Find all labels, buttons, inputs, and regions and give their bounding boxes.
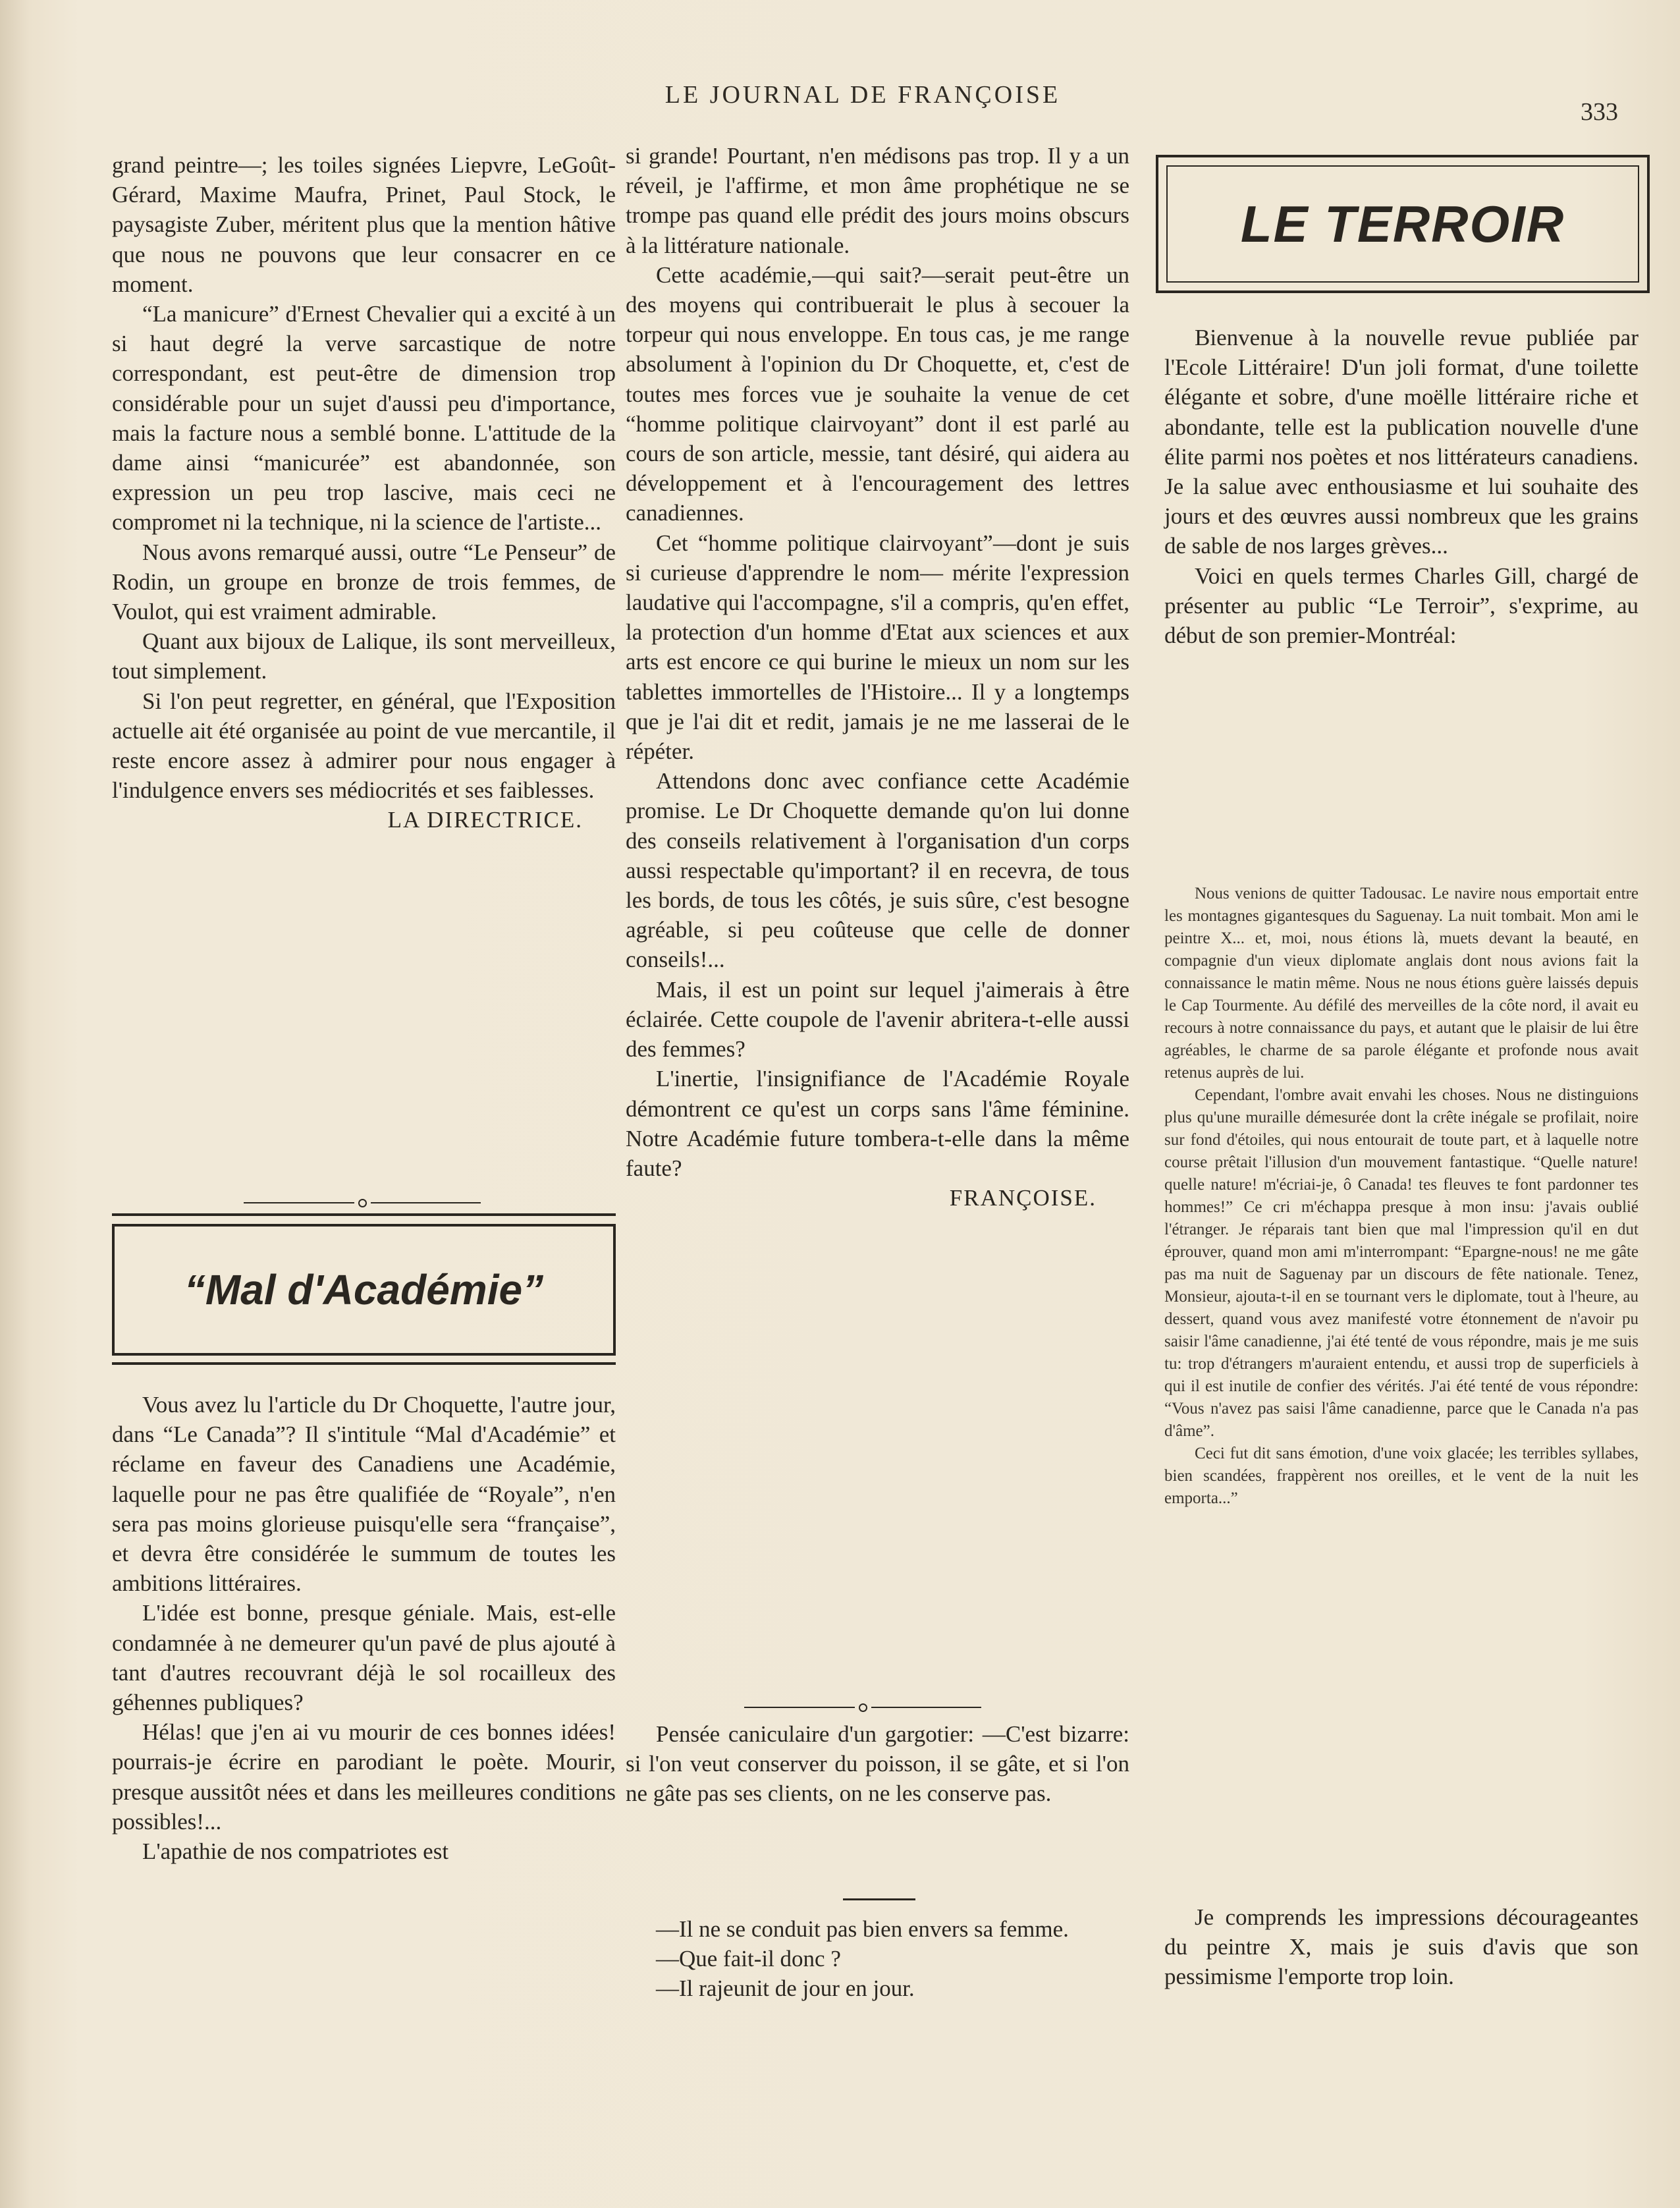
paragraph: Cette académie,—qui sait?—serait peut-être un des moyens qui contribuerait le plus à secouer la torpeur qui nous enveloppe. En tous cas, je me range absolument à l'opinion du Dr Choquette, et, c'est de toutes mes forces vue je souhaite la venue de cet “homme politique clairvoyant” dont il est parlé au cours de son article, messie, tant désiré, qui aidera au développement et à l'encouragement des lettres canadiennes. [626, 262, 1129, 526]
paragraph: —Il ne se conduit pas bien envers sa femme. [656, 1916, 1069, 1942]
quote-paragraph: Cependant, l'ombre avait envahi les choses. Nous ne distinguions plus qu'une muraille démesurée dont la crête inégale se profilait, noire sur fond d'étoiles, qui nous entourait de toute part, et à laquelle notre course prêtait l'illusion d'un mouvement fantastique. “Quelle nature! quelle nature! m'écriai-je, ô Canada! tes fleuves te font pardonner tes hommes!” Ce cri m'échappa presque à mon insu: j'avais oublié l'étranger. Je réparais tant bien que mal l'impression qu'il en dut éprouver, quand mon ami m'interrompant: “Epargne-nous! ne me gâte pas ma nuit de Saguenay par un discours de fête nationale. Tenez, Monsieur, ajouta-t-il en se tournant vers le diplomate, tout à l'heure, au dessert, quand vous avez manifesté votre étonnement de n'avoir pu saisir l'âme canadienne, j'ai été tenté de vous répondre, mais je me suis tu: trop d'étrangers m'auraient entendu, et aussi trop de superficiels à qui il est inutile de confier des vérités. J'ai été tenté de vous répondre: “Vous n'avez pas saisi l'âme canadienne, parce que le Canada n'a pas d'âme”. [1164, 1086, 1639, 1440]
ornament-divider [244, 1198, 481, 1208]
rule [112, 1362, 616, 1365]
paragraph: Attendons donc avec confiance cette Académie promise. Le Dr Choquette demande qu'on lui donne des conseils relativement à l'organisation d'un corps aussi respectable qu'important? il en recevra, de tous les bords, de tous les côtés, je suis sûre, c'est besogne agréable, si peu coûteuse que celle de donner conseils!... [626, 768, 1129, 973]
quote-paragraph: Ceci fut dit sans émotion, d'une voix glacée; les terribles syllabes, bien scandées, frappèrent nos oreilles, et le vent de la nuit les emporta...” [1164, 1445, 1639, 1507]
rule [112, 1213, 616, 1216]
column-2 [626, 141, 1129, 1213]
paragraph: Bienvenue à la nouvelle revue publiée par l'Ecole Littéraire! D'un joli format, d'une toilette élégante et sobre, d'une moëlle littéraire riche et abondante, telle est la publication nouvelle d'une élite parmi nos poètes et nos littérateurs canadiens. Je la salue avec enthousiasme et lui souhaite des jours et des œuvres aussi nombreux que les grains de sable de nos larges grèves... [1164, 325, 1639, 559]
column-3 [1164, 323, 1639, 650]
section-title: LE TERROIR [1240, 194, 1565, 253]
paragraph: Cet “homme politique clairvoyant”—dont je suis si curieuse d'apprendre le nom— mérite l'expression laudative qui l'accompagne, s'il a compris, qu'en effet, la protection d'un homme d'Etat aux sciences et aux arts est encore ce qui burine le mieux un nom sur les tablettes immortelles de l'Histoire... Il y a longtemps que je l'ai dit et redit, jamais je ne me lasserai de le répéter. [626, 530, 1129, 765]
paragraph: Pensée caniculaire d'un gargotier: —C'est bizarre: si l'on veut conserver du poisson, il se gâte, et si l'on ne gâte pas ses clients, on ne les conserve pas. [626, 1721, 1129, 1807]
column-1 [112, 150, 616, 835]
column-2-lower [626, 1719, 1129, 1809]
quote-paragraph: Nous venions de quitter Tadousac. Le navire nous emportait entre les montagnes gigantesques du Saguenay. La nuit tombait. Mon ami le peintre X... et, moi, nous étions là, muets devant la beauté, en compagnie d'un vieux diplomate anglais dont nous avions fait la connaissance le matin même. Nous ne nous étions guère laissés depuis le Cap Tourmente. Au défilé des merveilles de la côte nord, il avait eu recours à notre connaissance du pays, et autant que le plaisir de lui être agréables, le charme de sa parole élégante et profonde nous avait retenus auprès de lui. [1164, 885, 1639, 1082]
paragraph: —Que fait-il donc ? [656, 1946, 841, 1972]
paragraph: L'inertie, l'insignifiance de l'Académie Royale démontrent ce qu'est un corps sans l'âme féminine. Notre Académie future tombera-t-elle dans la même faute? [626, 1066, 1129, 1181]
page-number: 333 [1581, 98, 1618, 126]
paragraph: Si l'on peut regretter, en général, que l'Exposition actuelle ait été organisée au point de vue mercantile, il reste encore assez à admirer pour nous engager à l'indulgence envers ses médiocrités et ses faiblesses. [112, 688, 616, 804]
paragraph: L'apathie de nos compatriotes est [142, 1838, 449, 1865]
paragraph: Je comprends les impressions décourageantes du peintre X, mais je suis d'avis que son pessimisme l'emporte trop loin. [1164, 1904, 1639, 1990]
paragraph: Hélas! que j'en ai vu mourir de ces bonnes idées! pourrais-je écrire en parodiant le poète. Mourir, presque aussitôt nées et dans les meilleures conditions possibles!... [112, 1719, 616, 1835]
column-2-jokes [626, 1914, 1129, 2004]
paragraph: Nous avons remarqué aussi, outre “Le Penseur” de Rodin, un groupe en bronze de trois femmes, de Voulot, qui est vraiment admirable. [112, 539, 616, 625]
section-title: “Mal d'Académie” [184, 1266, 544, 1313]
paragraph: Vous avez lu l'article du Dr Choquette, l'autre jour, dans “Le Canada”? Il s'intitule “Mal d'Académie” et réclame en faveur des Canadiens une Académie, laquelle pour ne pas être qualifiée de “Royale”, n'en sera pas moins glorieuse puisqu'elle sera “française”, et devra être considérée le summum de toutes les ambitions littéraires. [112, 1392, 616, 1597]
paragraph: grand peintre—; les toiles signées Liepvre, LeGoût-Gérard, Maxime Maufra, Prinet, Paul Stock, le paysagiste Zuber, méritent plus que la mention hâtive que nous ne pouvons que leur consacrer en ce moment. [112, 152, 616, 297]
paragraph: “La manicure” d'Ernest Chevalier qui a excité à un si haut degré la verve sarcastique de notre correspondant, est peut-être de dimension trop considérable pour un sujet d'aussi peu d'importance, mais la facture nous a semblé bonne. L'attitude de la dame ainsi “manicurée” est abandonnée, son expression un peu trop lascive, mais ceci ne compromet ni la technique, ni la science de l'artiste... [112, 301, 616, 536]
paragraph: —Il rajeunit de jour en jour. [656, 1975, 915, 2002]
signature-francoise: FRANÇOISE. [949, 1185, 1097, 1211]
paragraph: Mais, il est un point sur lequel j'aimerais à être éclairée. Cette coupole de l'avenir abritera-t-elle aussi des femmes? [626, 976, 1129, 1063]
ornament-divider [744, 1702, 981, 1713]
paragraph: si grande! Pourtant, n'en médisons pas trop. Il y a un réveil, je l'affirme, et mon âme prophétique ne se trompe pas quand elle prédit des jours moins obscurs à la littérature nationale. [626, 143, 1129, 258]
running-header: LE JOURNAL DE FRANÇOISE [664, 81, 1061, 109]
column-3-quote [1164, 883, 1639, 1510]
column-3-conclusion [1164, 1902, 1639, 1992]
paragraph: Voici en quels termes Charles Gill, chargé de présenter au public “Le Terroir”, s'exprime, au début de son premier-Montréal: [1164, 563, 1639, 649]
section-box-terroir [1156, 155, 1650, 293]
short-rule [843, 1898, 915, 1900]
section-box-mal-academie [112, 1224, 616, 1356]
column-1-lower [112, 1390, 616, 1866]
signature-directrice: LA DIRECTRICE. [387, 807, 583, 833]
paragraph: L'idée est bonne, presque géniale. Mais, est-elle condamnée à ne demeurer qu'un pavé de plus ajouté à tant d'autres recouvrant déjà le sol rocailleux des géhennes publiques? [112, 1600, 616, 1716]
paragraph: Quant aux bijoux de Lalique, ils sont merveilleux, tout simplement. [112, 628, 616, 684]
